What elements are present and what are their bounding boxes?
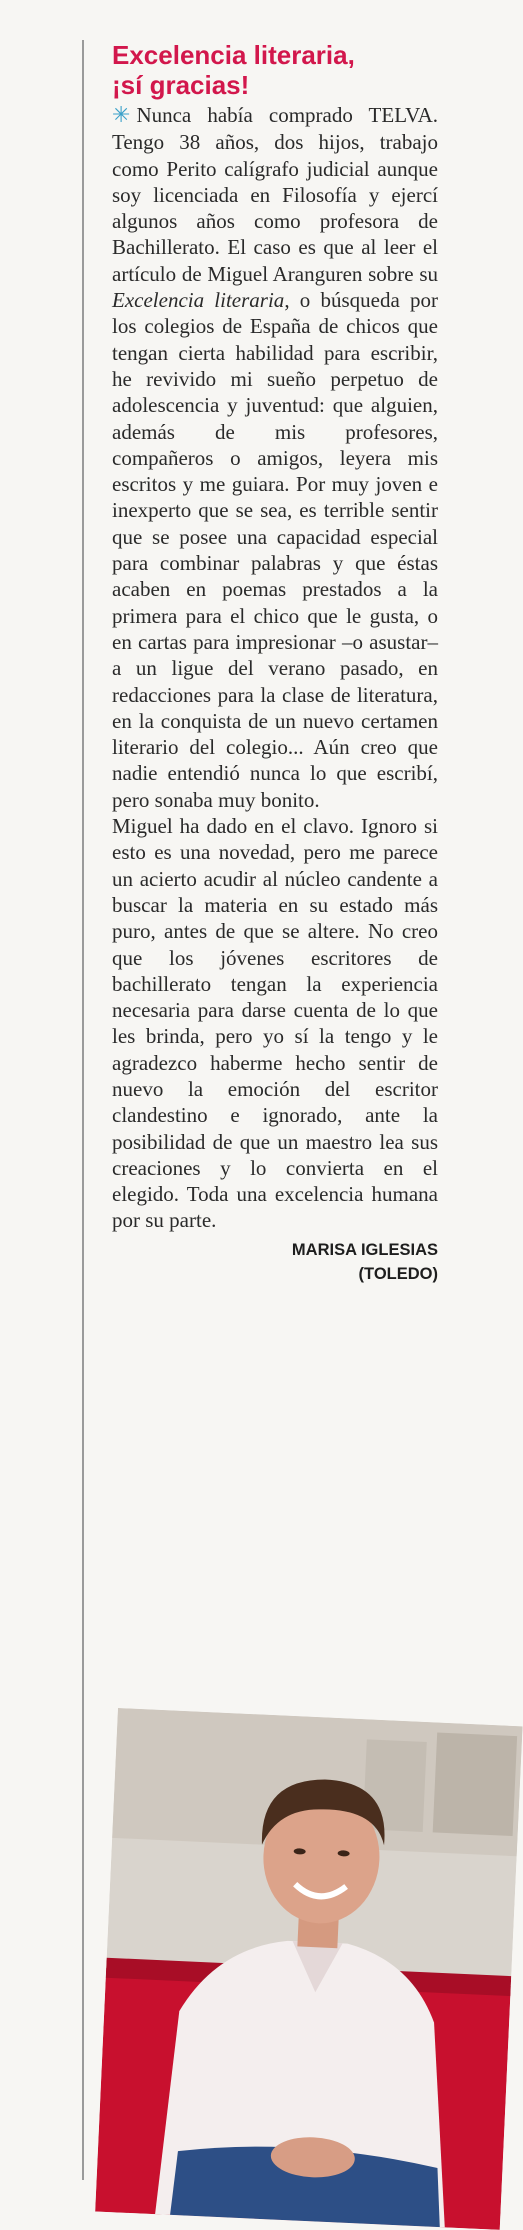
- column-divider-rule: [82, 40, 84, 2180]
- letter-article: [112, 40, 438, 1286]
- headline-line-2: ¡sí gracias!: [112, 70, 250, 100]
- paragraph-1-start: Nunca había comprado TELVA. Tengo 38 años, dos hijos, trabajo como Perito calígrafo judicial aunque soy licenciada en Filosofía y ejercí algunos años como profesora de Bachillerato. El caso es que al leer el artículo de Miguel Aranguren sobre su: [112, 103, 438, 286]
- snowflake-icon: ✳: [112, 103, 131, 128]
- paragraph-1: [112, 102, 438, 813]
- author-photo: [95, 1708, 522, 2230]
- signature: [112, 1238, 438, 1286]
- signature-name: MARISA IGLESIAS: [291, 1240, 438, 1259]
- paragraph-1-end: , o búsqueda por los colegios de España de chicos que tengan cierta habilidad para escribir, he revivido mi sueño perpetuo de adolescencia y juventud: que alguien, además de mis profesores, compañeros o amigos, leyera mis escritos y me guiara. Por muy joven e inexperto que se sea, es terrible sentir que se posee una capacidad especial para combinar palabras y que éstas acaben en poemas prestados a la primera para el chico que le gusta, o en cartas para impresionar –o asustar– a un ligue del verano pasado, en redacciones para la clase de literatura, en la conquista de un nuevo certamen literario del colegio... Aún creo que nadie entendió nunca lo que escribí, pero sonaba muy bonito.: [112, 288, 438, 812]
- article-headline: [112, 40, 438, 100]
- paragraph-2: Miguel ha dado en el clavo. Ignoro si esto es una novedad, pero me parece un acierto acudir al núcleo candente a buscar la materia en su estado más puro, antes de que se altere. No creo que los jóvenes escritores de bachillerato tengan la experiencia necesaria para darse cuenta de lo que les brinda, pero yo sí la tengo y le agradezco haberme hecho sentir de nuevo la emoción del escritor clandestino e ignorado, ante la posibilidad de que un maestro lea sus creaciones y lo convierta en el elegido. Toda una excelencia humana por su parte.: [112, 814, 438, 1233]
- signature-city: (TOLEDO): [358, 1264, 438, 1283]
- paragraph-1-italic: Excelencia literaria: [112, 288, 285, 313]
- article-body: [112, 102, 438, 1234]
- headline-line-1: Excelencia literaria,: [112, 40, 355, 70]
